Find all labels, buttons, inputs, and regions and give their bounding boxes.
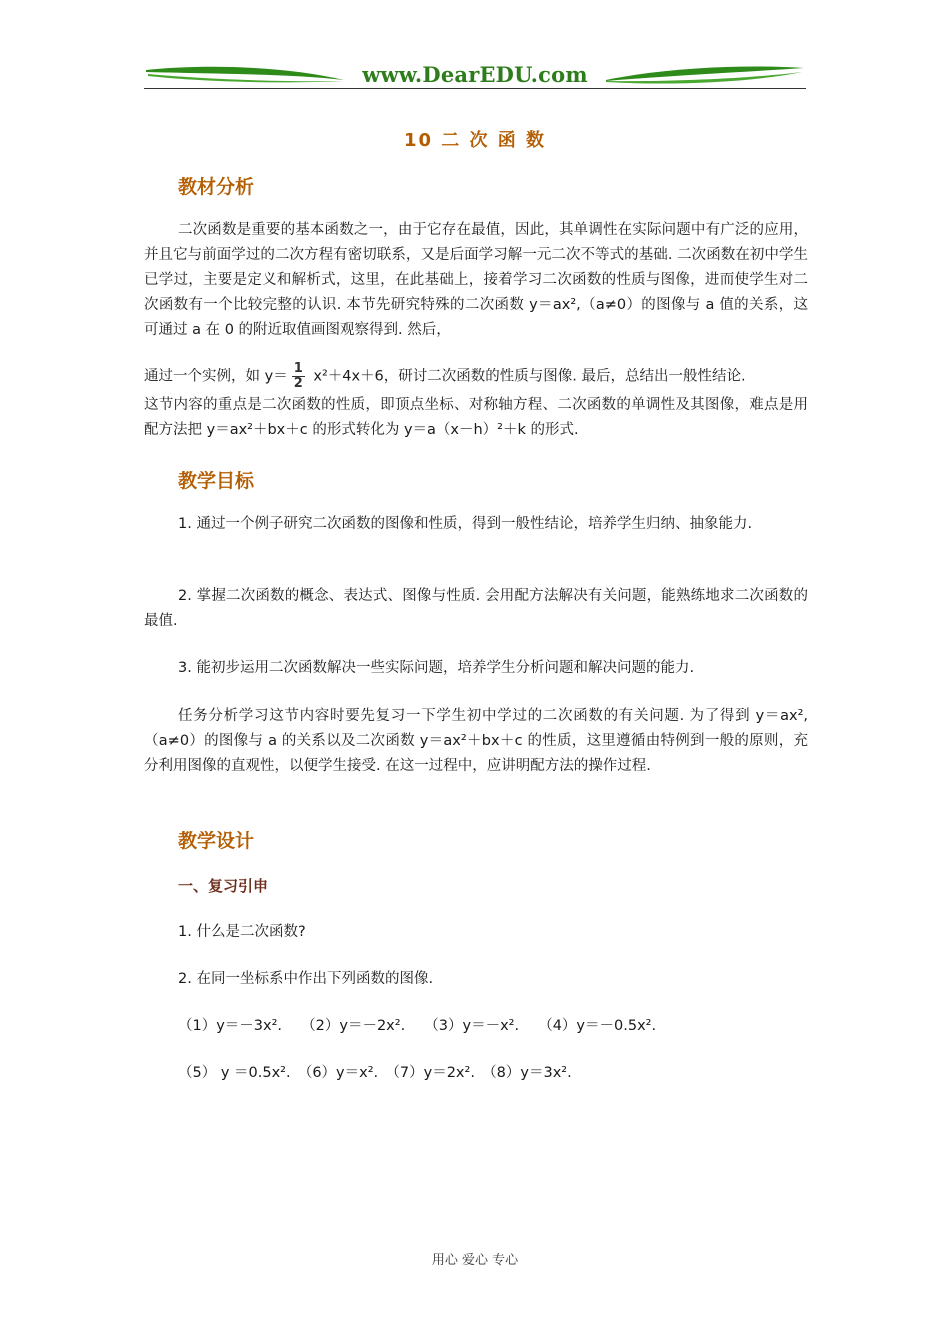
section-heading-goals: 教学目标: [178, 470, 255, 492]
analysis-paragraph-2: [144, 393, 808, 443]
analysis-example-line: [144, 362, 746, 391]
fraction-denominator: 2: [293, 376, 303, 391]
goal-item-3: 3. 能初步运用二次函数解决一些实际问题，培养学生分析问题和解决问题的能力.: [178, 660, 695, 676]
fraction-numerator: 1: [293, 361, 303, 376]
section-heading-design: 教学设计: [178, 830, 255, 852]
page-title: 10 二 次 函 数: [403, 130, 547, 151]
section-heading-analysis: 教材分析: [178, 176, 255, 198]
analysis-key-points: 这节内容的重点是二次函数的性质，即顶点坐标、对称轴方程、二次函数的单调性及其图像，难点是用配方法把 y＝ax²＋bx＋c 的形式转化为 y＝a（x－h）²＋k 的形式.: [144, 397, 808, 438]
goal-item-2: 2. 掌握二次函数的概念、表达式、图像与性质. 会用配方法解决有关问题，能熟练地求二次函数的最值.: [144, 588, 808, 629]
example-text-b: x²＋4x＋6，研讨二次函数的性质与图像. 最后，总结出一般性结论.: [308, 368, 746, 385]
goal-item-1: 1. 通过一个例子研究二次函数的图像和性质，得到一般性结论，培养学生归纳、抽象能力.: [178, 516, 753, 532]
task-analysis-paragraph: 任务分析学习这节内容时要先复习一下学生初中学过的二次函数的有关问题. 为了得到 y＝ax²,（a≠0）的图像与 a 的关系以及二次函数 y＝ax²＋bx＋c 的性质，这里遵循由特例到一般的原则，充分利用图像的直观性，以便学生接受. 在这一过程中，应讲明配方法的操作过程.: [144, 708, 808, 774]
subsection-heading-review: 一、复习引申: [178, 877, 269, 895]
page-footer-motto: 用心 爱心 专心: [431, 1253, 519, 1268]
header-divider: [144, 88, 806, 89]
analysis-text: 二次函数是重要的基本函数之一，由于它存在最值，因此，其单调性在实际问题中有广泛的应用，并且它与前面学过的二次方程有密切联系，又是后面学习解一元二次不等式的基础. 二次函数在初中学生已学过，主要是定义和解析式，这里，在此基础上，接着学习二次函数的性质与图像，进而使学生对二次函数有一个比较完整的认识. 本节先研究特殊的二次函数 y＝ax²,（a≠0）的图像与 a 值的关系，这可通过 a 在 0 的附近取值画图观察得到. 然后，: [144, 222, 808, 338]
question-1: 1. 什么是二次函数?: [178, 924, 306, 940]
function-list-row-2: （5） y ＝0.5x². （6）y＝x². （7）y＝2x². （8）y＝3x².: [178, 1065, 572, 1081]
site-name[interactable]: www.DearEDU.com: [362, 62, 588, 87]
analysis-paragraph-1: [144, 218, 808, 343]
function-list-row-1: （1）y＝－3x². （2）y＝－2x². （3）y＝－x². （4）y＝－0.5x².: [178, 1018, 657, 1034]
fraction-one-half: [292, 362, 305, 391]
question-2: 2. 在同一坐标系中作出下列函数的图像.: [178, 971, 434, 987]
example-text-a: 通过一个实例，如 y＝: [144, 368, 288, 385]
